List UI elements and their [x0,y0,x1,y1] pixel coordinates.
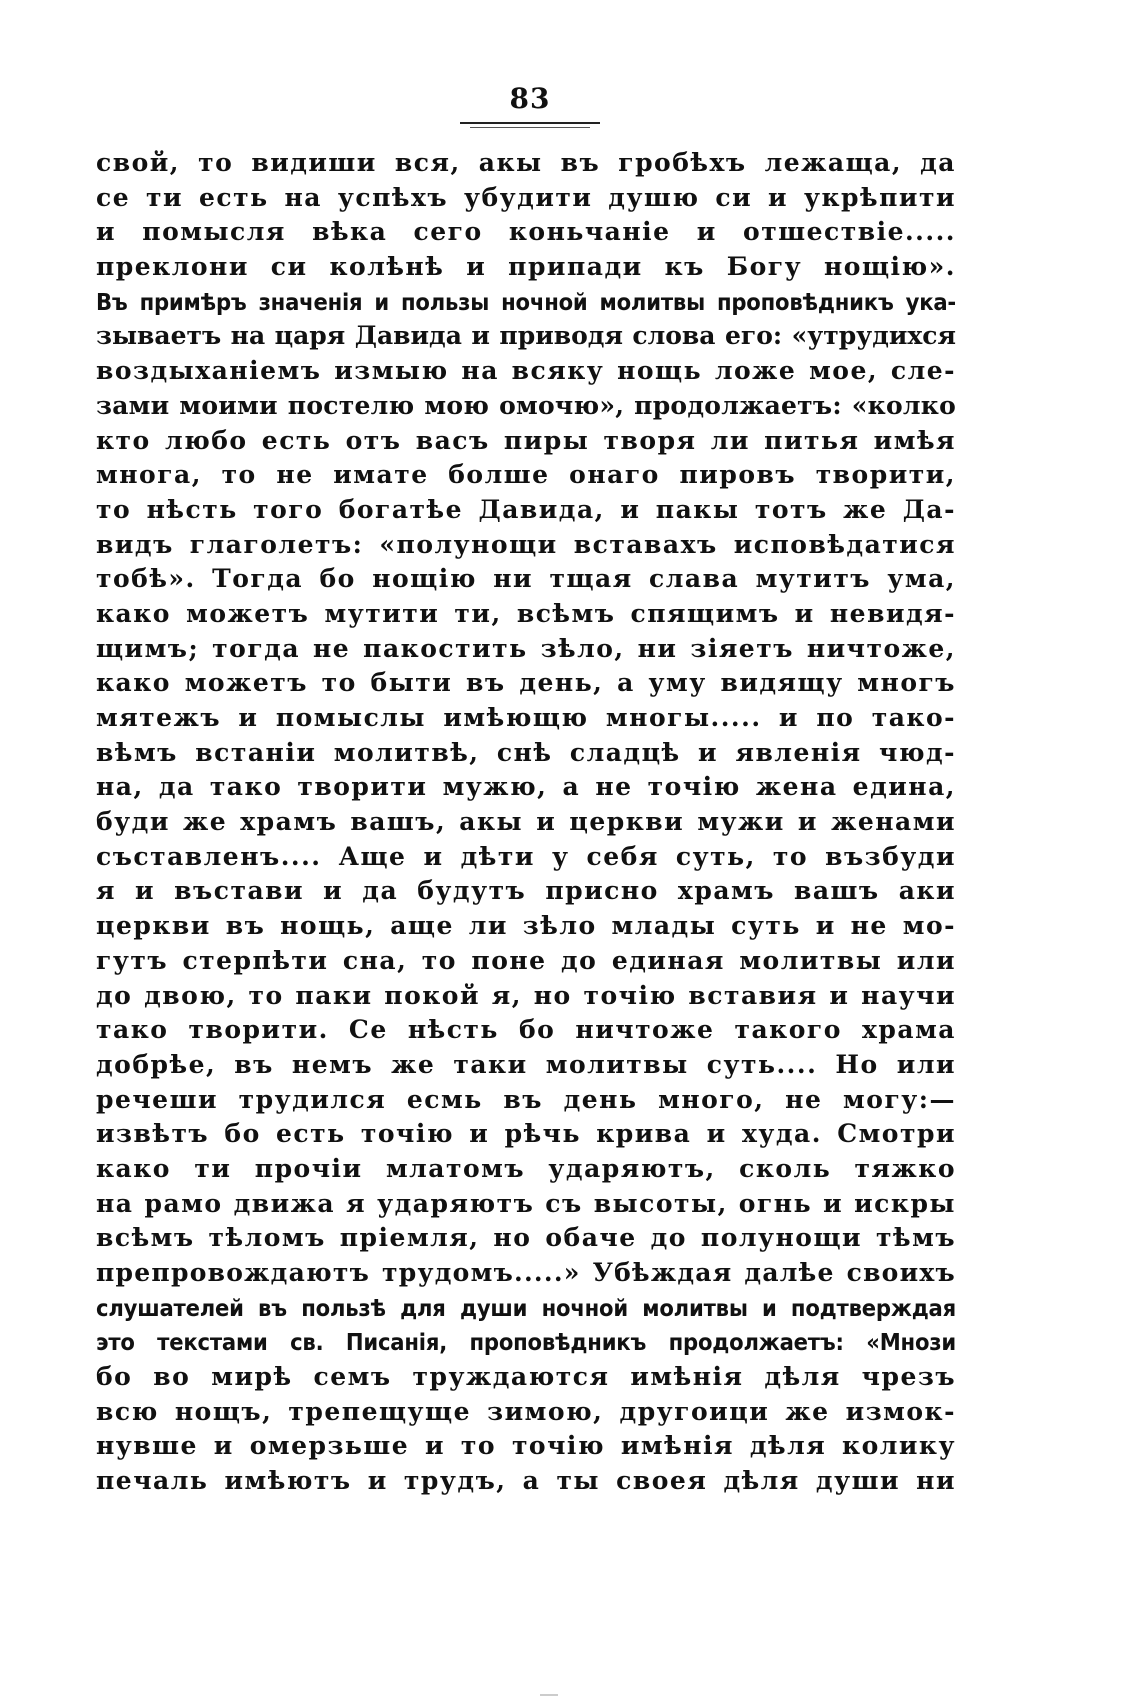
page-number: 83 [509,82,551,115]
text-line: свой, то видиши вся, акы въ гробѣхъ лежаща, да [96,148,956,177]
text-line: до двою, то паки покой я, но точію вставия и научи [96,980,956,1010]
text-line: видъ глаголетъ: «полунощи вставахъ исповѣдатися [96,529,956,559]
text-line: церкви въ нощь, аще ли зѣло млады суть и не мо- [96,911,956,941]
text-line: се ти есть на успѣхъ убудити душю си и укрѣпити [96,182,956,212]
text-line: добрѣе, въ немъ же таки молитвы суть.... Но или [96,1049,956,1079]
text-line: то нѣсть того богатѣе Давида, и пакы тотъ же Да- [96,494,956,524]
text-line: всю нощъ, трепещуще зимою, другоици же измок- [96,1396,956,1426]
text-line: нувше и омерзьше и то точію имѣнія дѣля колику [96,1431,956,1461]
text-line: препровождаютъ трудомъ.....» Убѣждая далѣе своихъ [96,1258,956,1287]
text-line: зами моими постелю мою омочю», продолжаетъ: «колко [96,390,956,420]
text-line: это текстами св. Писанія, проповѣдникъ продолжаетъ: «Мнози [96,1328,956,1357]
text-line: зываетъ на царя Давида и приводя слова его: «утрудихся [96,321,956,351]
text-line: тако творити. Се нѣсть бо ничтоже такого храма [96,1015,956,1045]
text-line: и помысля вѣка сего коньчаніе и отшествіе..... [96,217,956,247]
text-line: преклони си колѣнѣ и припади къ Богу нощію». [96,252,956,282]
text-line: како можетъ мутити ти, всѣмъ спящимъ и невидя- [96,598,956,628]
text-line: съставленъ.... Аще и дѣти у себя суть, то възбуди [96,841,956,871]
text-line: щимъ; тогда не пакостить зѣло, ни зіяетъ ничтоже, [96,633,956,663]
text-line: извѣтъ бо есть точію и рѣчь крива и худа. Смотри [96,1119,956,1149]
body-text [96,146,956,1499]
text-line: печаль имѣютъ и трудъ, а ты своея дѣля души ни [96,1466,956,1496]
text-line: на, да тако творити мужю, а не точію жена едина, [96,772,956,802]
text-line: на рамо движа я ударяютъ съ высоты, огнь и искры [96,1188,956,1218]
text-line: слушателей въ пользѣ для души ночной молитвы и подтверждая [96,1293,956,1322]
text-line: буди же храмъ вашъ, акы и церкви мужи и женами [96,807,956,837]
text-line: бо во мирѣ семъ труждаются имѣнія дѣля чрезъ [96,1362,956,1392]
text-line: како можетъ то быти въ день, а уму видящу многъ [96,668,956,698]
scan-speck [540,1694,558,1696]
text-line: вѣмъ встаніи молитвѣ, снѣ сладцѣ и явленія чюд- [96,737,956,767]
page-number-rule [460,122,600,124]
text-line: гутъ стерпѣти сна, то поне до единая молитвы или [96,945,956,975]
text-line: мятежъ и помыслы имѣющю многы..... и по тако- [96,703,956,732]
text-line: кто любо есть отъ васъ пиры творя ли питья имѣя [96,425,956,455]
text-line: речеши трудился есмь въ день много, не могу:— [96,1084,956,1114]
text-line: Въ примѣръ значенія и пользы ночной молитвы проповѣдникъ ука- [96,287,956,316]
text-line: многа, то не имате болше онаго пировъ творити, [96,460,956,490]
text-line: тобѣ». Тогда бо нощію ни тщая слава мутитъ ума, [96,564,956,594]
text-line: како ти прочіи млатомъ ударяютъ, сколь тяжко [96,1153,956,1183]
text-line: я и въстави и да будутъ присно храмъ вашъ аки [96,876,956,906]
text-line: воздыханіемъ измыю на всяку нощь ложе мое, сле- [96,356,956,386]
text-line: всѣмъ тѣломъ пріемля, но обаче до полунощи тѣмъ [96,1223,956,1253]
